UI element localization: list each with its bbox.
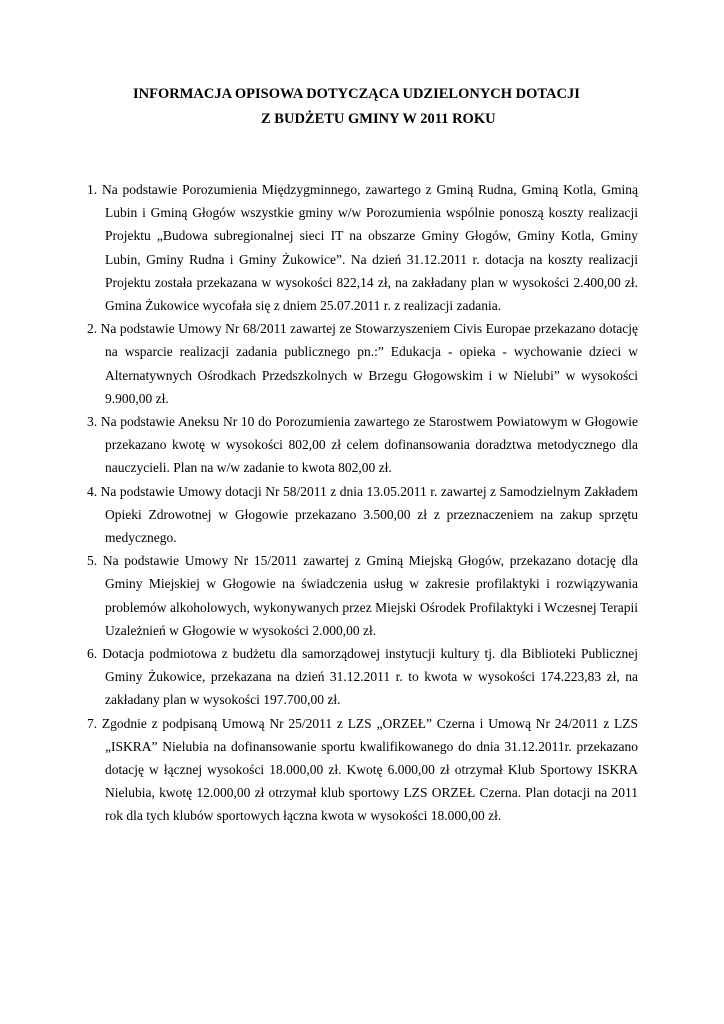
item-number: 3. <box>87 414 98 430</box>
item-number: 2. <box>87 321 98 337</box>
list-item <box>87 642 638 712</box>
list-item <box>87 317 638 410</box>
grant-list <box>87 178 638 828</box>
list-item <box>87 480 638 550</box>
item-text: Zgodnie z podpisaną Umową Nr 25/2011 z LZS „ORZEŁ” Czerna i Umową Nr 24/2011 z LZS „ISKRA” Nielubia na dofinansowanie sportu kwalifikowanego do dnia 31.12.2011r. przekazano dotację w łącznej wysokości 18.000,00 zł. Kwotę 6.000,00 zł otrzymał Klub Sportowy ISKRA Nielubia, kwotę 12.000,00 zł otrzymał klub sportowy LZS ORZEŁ Czerna. Plan dotacji na 2011 rok dla tych klubów sportowych łączna kwota w wysokości 18.000,00 zł. <box>101 715 638 824</box>
list-item <box>87 549 638 642</box>
item-text: Na podstawie Porozumienia Międzygminnego, zawartego z Gminą Rudna, Gminą Kotla, Gminą Lubin i Gminą Głogów wszystkie gminy w/w Porozumienia wspólnie ponoszą koszty realizacji Projektu „Budowa subregionalnej sieci IT na obszarze Gminy Głogów, Gminy Kotla, Gminy Lubin, Gminy Rudna i Gminy Żukowice”. Na dzień 31.12.2011 r. dotacja na koszty realizacji Projektu została przekazana w wysokości 822,14 zł, na zakładany plan w wysokości 2.400,00 zł. Gmina Żukowice wycofała się z dniem 25.07.2011 r. z realizacji zadania. <box>101 182 639 314</box>
item-text: Dotacja podmiotowa z budżetu dla samorządowej instytucji kultury tj. dla Biblioteki Publicznej Gminy Żukowice, przekazana na dzień 31.12.2011 r. to kwota w wysokości 174.223,83 zł, na zakładany plan w wysokości 197.700,00 zł. <box>102 646 639 708</box>
list-item <box>87 410 638 480</box>
item-number: 7. <box>87 715 98 731</box>
list-item <box>87 712 638 828</box>
item-number: 1. <box>87 182 98 197</box>
list-item <box>87 178 638 317</box>
item-number: 5. <box>87 553 98 569</box>
item-number: 4. <box>87 483 98 499</box>
title-line-2: Z BUDŻETU GMINY W 2011 ROKU <box>261 111 496 127</box>
item-text: Na podstawie Umowy Nr 15/2011 zawartej z Gminą Miejską Głogów, przekazano dotację dla Gminy Miejskiej w Głogowie na świadczenia usług w zakresie profilaktyki i rozwiązywania problemów alkoholowych, wykonywanych przez Miejski Ośrodek Profilaktyki i Wczesnej Terapii Uzależnień w Głogowie w wysokości 2.000,00 zł. <box>102 553 639 638</box>
title-line-1: INFORMACJA OPISOWA DOTYCZĄCA UDZIELONYCH DOTACJI <box>133 86 580 102</box>
item-text: Na podstawie Aneksu Nr 10 do Porozumienia zawartego ze Starostwem Powiatowym w Głogowie przekazano kwotę w wysokości 802,00 zł celem dofinansowania doradztwa metodycznego dla nauczycieli. Plan na w/w zadanie to kwota 802,00 zł. <box>100 414 639 476</box>
item-number: 6. <box>87 646 98 662</box>
item-text: Na podstawie Umowy dotacji Nr 58/2011 z dnia 13.05.2011 r. zawartej z Samodzielnym Zakładem Opieki Zdrowotnej w Głogowie przekazano 3.500,00 zł z przeznaczeniem na zakup sprzętu medycznego. <box>100 483 638 546</box>
item-text: Na podstawie Umowy Nr 68/2011 zawartej ze Stowarzyszeniem Civis Europae przekazano dotację na wsparcie realizacji zadania publicznego pn.:” Edukacja - opieka - wychowanie dzieci w Alternatywnych Ośrodkach Przedszkolnych w Brzegu Głogowskim i w Nielubi” w wysokości 9.900,00 zł. <box>100 321 639 406</box>
